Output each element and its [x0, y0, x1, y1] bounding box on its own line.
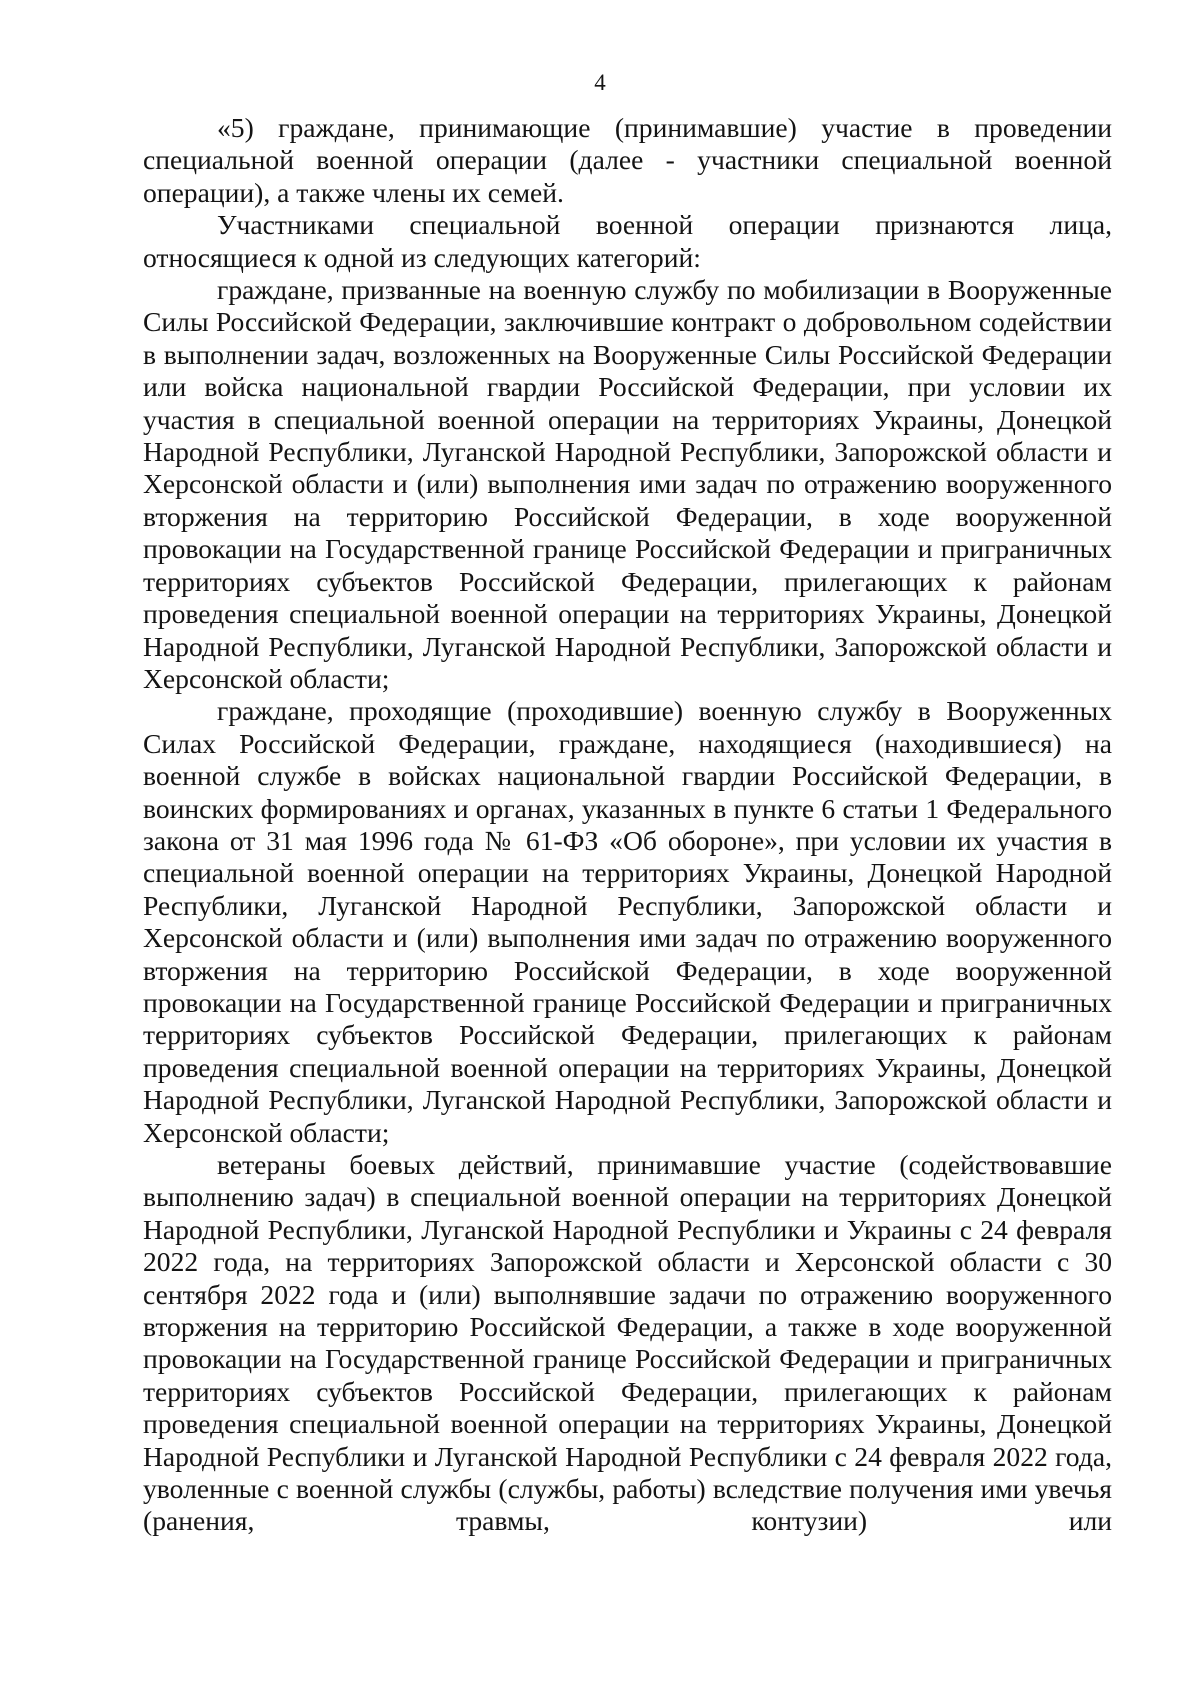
document-body	[143, 112, 1112, 1538]
paragraph-military-service-citizens: граждане, проходящие (проходившие) военную службу в Вооруженных Силах Российской Федерации, граждане, находящиеся (находившиеся) на военной службе в войсках национальной гвардии Российской Федерации, в воинских формированиях и органах, указанных в пункте 6 статьи 1 Федерального закона от 31 мая 1996 года № 61-ФЗ «Об обороне», при условии их участия в специальной военной операции на территориях Украины, Донецкой Народной Республики, Луганской Народной Республики, Запорожской области и Херсонской области и (или) выполнения ими задач по отражению вооруженного вторжения на территорию Российской Федерации, в ходе вооруженной провокации на Государственной границе Российской Федерации и приграничных территориях субъектов Российской Федерации, прилегающих к районам проведения специальной военной операции на территориях Украины, Донецкой Народной Республики, Луганской Народной Республики, Запорожской области и Херсонской области;	[143, 695, 1112, 1148]
paragraph-combat-veterans: ветераны боевых действий, принимавшие участие (содействовавшие выполнению задач) в специальной военной операции на территориях Донецкой Народной Республики, Луганской Народной Республики и Украины с 24 февраля 2022 года, на территориях Запорожской области и Херсонской области с 30 сентября 2022 года и (или) выполнявшие задачи по отражению вооруженного вторжения на территорию Российской Федерации, а также в ходе вооруженной провокации на Государственной границе Российской Федерации и приграничных территориях субъектов Российской Федерации, прилегающих к районам проведения специальной военной операции на территориях Украины, Донецкой Народной Республики и Луганской Народной Республики с 24 февраля 2022 года, уволенные с военной службы (службы, работы) вследствие получения ими увечья (ранения, травмы, контузии) или	[143, 1149, 1112, 1537]
paragraph-participants-definition: Участниками специальной военной операции признаются лица, относящиеся к одной из следующих категорий:	[143, 209, 1112, 273]
page-number: 4	[594, 70, 606, 95]
paragraph-item-5-intro: «5) граждане, принимающие (принимавшие) участие в проведении специальной военной операции (далее - участники специальной военной операции), а также члены их семей.	[143, 112, 1112, 208]
paragraph-mobilized-citizens: граждане, призванные на военную службу по мобилизации в Вооруженные Силы Российской Федерации, заключившие контракт о добровольном содействии в выполнении задач, возложенных на Вооруженные Силы Российской Федерации или войска национальной гвардии Российской Федерации, при условии их участия в специальной военной операции на территориях Украины, Донецкой Народной Республики, Луганской Народной Республики, Запорожской области и Херсонской области и (или) выполнения ими задач по отражению вооруженного вторжения на территорию Российской Федерации, в ходе вооруженной провокации на Государственной границе Российской Федерации и приграничных территориях субъектов Российской Федерации, прилегающих к районам проведения специальной военной операции на территориях Украины, Донецкой Народной Республики, Луганской Народной Республики, Запорожской области и Херсонской области;	[143, 274, 1112, 694]
